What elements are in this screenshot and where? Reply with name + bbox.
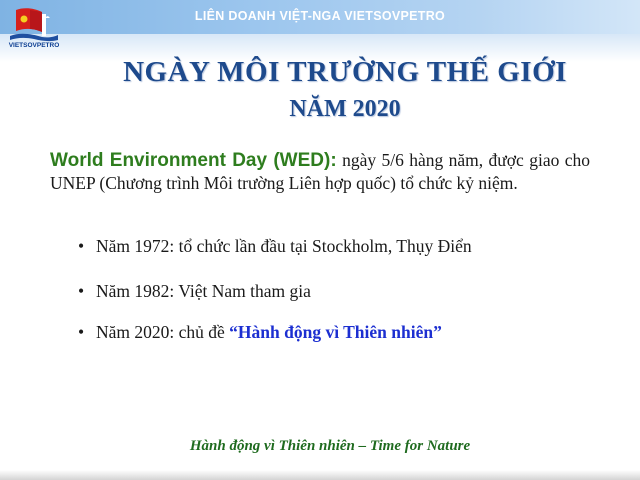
bullet-item-1982 (78, 281, 311, 302)
footer-slogan: Hành động vì Thiên nhiên – Time for Nature (189, 438, 471, 454)
theme-text: “Hành động vì Thiên nhiên” (229, 322, 442, 342)
bullet-dot-icon: • (78, 322, 85, 342)
intro-text: ngày 5/6 hàng năm, được giao cho UNEP (Chương trình Môi trường Liên hợp quốc) tổ chức kỷ niệm. (50, 150, 590, 193)
bullet-item-1972 (78, 236, 472, 257)
intro-paragraph (50, 149, 590, 195)
bottom-edge-shadow (0, 470, 640, 480)
wed-highlight: World Environment Day (WED): (50, 150, 337, 171)
logo-text: VIETSOVPETRO (8, 42, 60, 49)
bullet-text: Năm 1982: Việt Nam tham gia (96, 281, 311, 301)
bullet-text: Năm 2020: chủ đề (96, 322, 230, 342)
bullet-dot-icon: • (78, 281, 85, 301)
page-subtitle-year: NĂM 2020 (289, 96, 401, 122)
header-title: LIÊN DOANH VIỆT-NGA VIETSOVPETRO (194, 9, 446, 23)
page-title: NGÀY MÔI TRƯỜNG THẾ GIỚI (123, 56, 567, 88)
bullet-item-2020 (78, 322, 442, 343)
bullet-text: Năm 1972: tổ chức lần đầu tại Stockholm, Thụy Điển (96, 236, 472, 256)
header-bar (0, 0, 640, 34)
bullet-dot-icon: • (78, 236, 85, 256)
